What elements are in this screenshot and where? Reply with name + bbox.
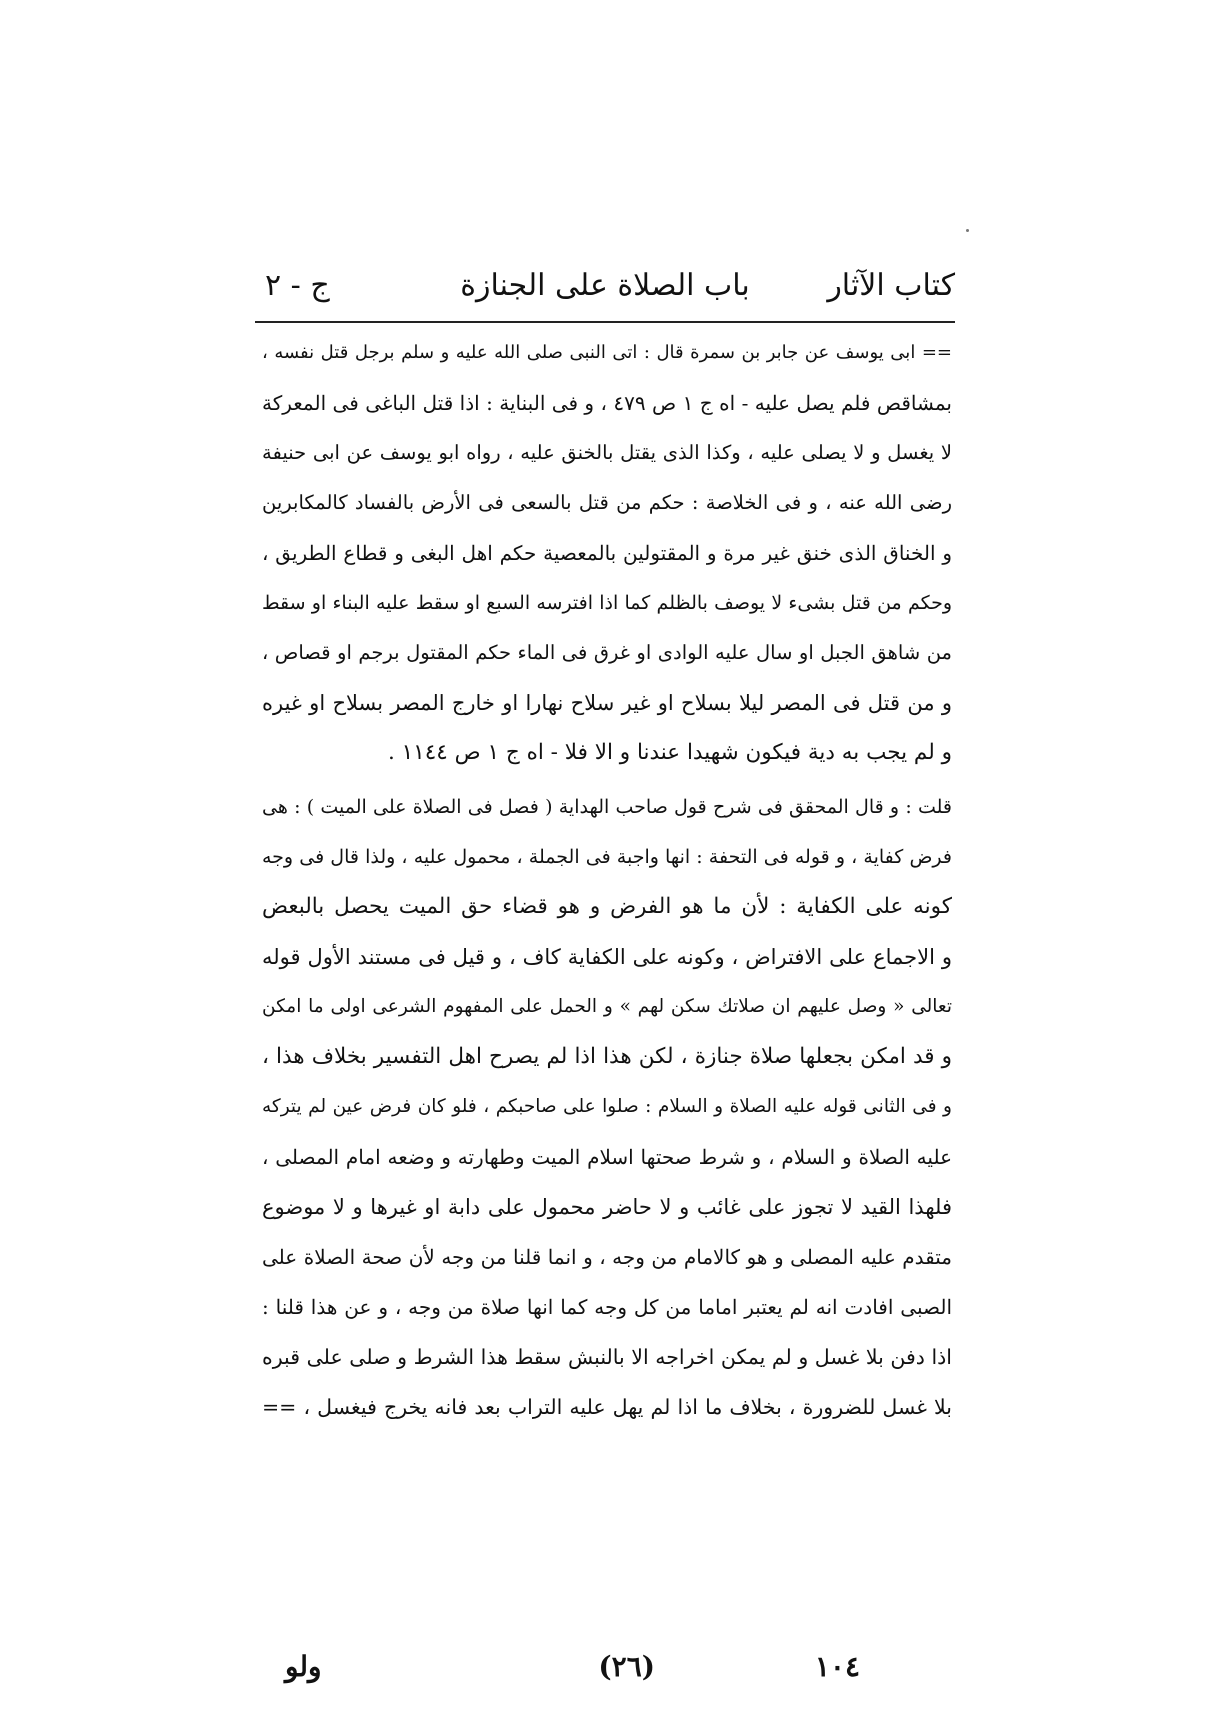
text-line: و لم يجب به دية فيكون شهيدا عندنا و الا فلا - اه ج ١ ص ١١٤٤ . bbox=[387, 740, 952, 765]
text-line: بلا غسل للضرورة ، بخلاف ما اذا لم يهل عليه التراب بعد فانه يخرج فيغسل ، == bbox=[262, 1395, 952, 1419]
volume-number: ج - ٢ bbox=[265, 268, 330, 303]
text-line: لا يغسل و لا يصلى عليه ، وكذا الذى يقتل بالخنق عليه ، رواه ابو يوسف عن ابى حنيفة bbox=[262, 441, 952, 464]
page-footer bbox=[255, 1645, 955, 1689]
text-line: قلت : و قال المحقق فى شرح قول صاحب الهداية ( فصل فى الصلاة على الميت ) : هى bbox=[262, 796, 952, 818]
text-line: الصبى افادت انه لم يعتبر اماما من كل وجه كما انها صلاة من وجه ، و عن هذا قلنا : bbox=[262, 1295, 952, 1319]
text-line: و الخناق الذى خنق غير مرة و المقتولين بالمعصية حكم اهل البغى و قطاع الطريق ، bbox=[262, 541, 952, 565]
catchword: ولو bbox=[285, 1650, 322, 1683]
signature-mark: (٢٦) bbox=[598, 1650, 655, 1683]
text-line: و فى الثانى قوله عليه الصلاة و السلام : صلوا على صاحبكم ، فلو كان فرض عين لم يتركه bbox=[262, 1096, 952, 1117]
chapter-title: باب الصلاة على الجنازة bbox=[460, 268, 750, 303]
running-head bbox=[255, 262, 955, 310]
book-title: كتاب الآثار bbox=[827, 268, 955, 303]
page-number: ١٠٤ bbox=[814, 1650, 860, 1683]
text-line: كونه على الكفاية : لأن ما هو الفرض و هو قضاء حق الميت يحصل بالبعض bbox=[262, 894, 952, 919]
text-line: وحكم من قتل بشىء لا يوصف بالظلم كما اذا افترسه السبع او سقط عليه البناء او سقط bbox=[262, 592, 952, 614]
text-line: رضى الله عنه ، و فى الخلاصة : حكم من قتل بالسعى فى الأرض بالفساد كالمكابرين bbox=[262, 491, 952, 514]
text-line: و الاجماع على الافتراض ، وكونه على الكفاية كاف ، و قيل فى مستند الأول قوله bbox=[262, 945, 952, 969]
text-line: اذا دفن بلا غسل و لم يمكن اخراجه الا بالنبش سقط هذا الشرط و صلى على قبره bbox=[262, 1345, 952, 1369]
text-line: فرض كفاية ، و قوله فى التحفة : انها واجبة فى الجملة ، محمول عليه ، ولذا قال فى وجه bbox=[262, 846, 952, 868]
text-line: عليه الصلاة و السلام ، و شرط صحتها اسلام الميت وطهارته و وضعه امام المصلى ، bbox=[262, 1145, 952, 1169]
ink-speck bbox=[966, 229, 969, 232]
text-line: و قد امكن بجعلها صلاة جنازة ، لكن هذا اذا لم يصرح اهل التفسير بخلاف هذا ، bbox=[262, 1044, 952, 1069]
text-line: متقدم عليه المصلى و هو كالامام من وجه ، و انما قلنا من وجه لأن صحة الصلاة على bbox=[262, 1245, 952, 1269]
text-line: و من قتل فى المصر ليلا بسلاح او غير سلاح نهارا او خارج المصر بسلاح او غيره bbox=[262, 691, 952, 715]
text-line: بمشاقص فلم يصل عليه - اه ج ١ ص ٤٧٩ ، و فى البناية : اذا قتل الباغى فى المعركة bbox=[262, 391, 952, 415]
body-text bbox=[262, 328, 952, 1432]
paragraph bbox=[262, 328, 952, 778]
paragraph bbox=[262, 782, 952, 1432]
header-rule bbox=[255, 321, 955, 323]
text-line: == ابى يوسف عن جابر بن سمرة قال : اتى النبى صلى الله عليه و سلم برجل قتل نفسه ، bbox=[262, 342, 952, 363]
text-line: تعالى « وصل عليهم ان صلاتك سكن لهم » و الحمل على المفهوم الشرعى اولى ما امكن bbox=[262, 996, 952, 1017]
text-line: من شاهق الجبل او سال عليه الوادى او غرق فى الماء حكم المقتول برجم او قصاص ، bbox=[262, 641, 952, 664]
text-line: فلهذا القيد لا تجوز على غائب و لا حاضر محمول على دابة او غيرها و لا موضوع bbox=[262, 1195, 952, 1219]
